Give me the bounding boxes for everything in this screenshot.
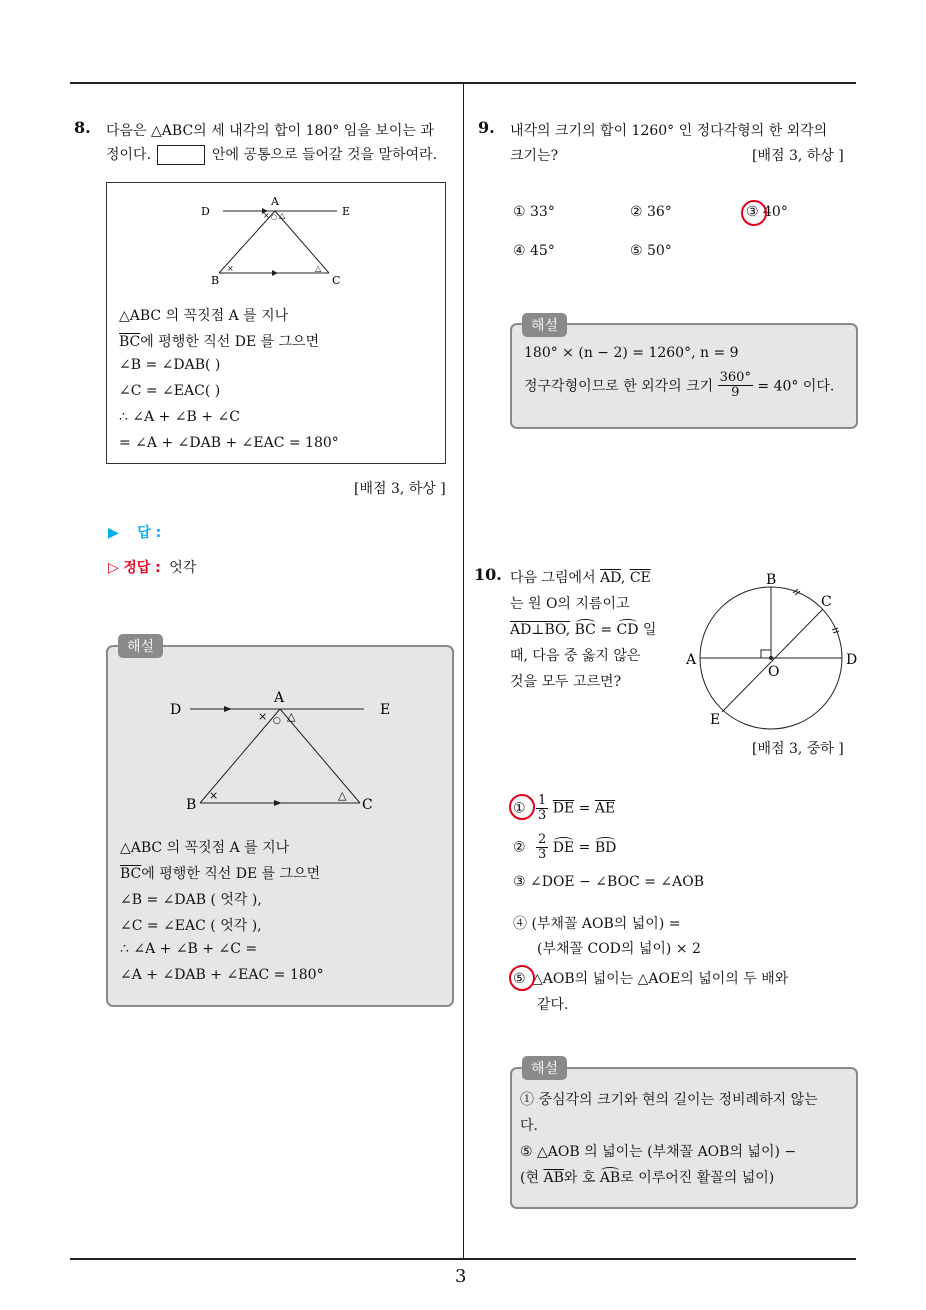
segment-ab: $\overline{AB}$ bbox=[543, 1170, 564, 1186]
question-text-part: 다음 그림에서 bbox=[510, 570, 596, 586]
label-d: D bbox=[201, 205, 210, 218]
question-text-line1: 내각의 크기의 합이 1260° 인 정다각형의 한 외각의 bbox=[510, 123, 828, 139]
svg-text:×: × bbox=[209, 789, 219, 802]
proof-line3: ∠B = ∠DAB( ) bbox=[119, 357, 221, 373]
arc-bd: BD bbox=[594, 839, 617, 856]
svg-text:×: × bbox=[258, 710, 268, 723]
label-c: C bbox=[821, 594, 832, 610]
solution-text: 와 호 bbox=[563, 1170, 596, 1186]
fraction-numerator: 2 bbox=[538, 832, 547, 847]
proof-text: 에 평행한 직선 DE 를 그으면 bbox=[140, 334, 320, 350]
correct-value: 엇각 bbox=[169, 560, 197, 576]
solution-tag: 해설 bbox=[118, 634, 163, 658]
svg-text:△: △ bbox=[287, 710, 296, 723]
question-text-part: 정이다. bbox=[106, 147, 152, 163]
option-mark: ① bbox=[513, 800, 526, 817]
fraction bbox=[718, 371, 753, 400]
label-e: E bbox=[342, 205, 351, 218]
selected-mark-icon bbox=[741, 200, 767, 226]
option-3[interactable]: ③ ∠DOE − ∠BOC = ∠AOB bbox=[513, 874, 704, 890]
proof-line6: = ∠A + ∠DAB + ∠EAC = 180° bbox=[119, 435, 339, 451]
solution-text: 정구각형이므로 한 외각의 크기 bbox=[524, 378, 714, 395]
arc-ab: AB bbox=[599, 1170, 621, 1186]
question-text-line1 bbox=[510, 567, 651, 587]
solution-tag: 해설 bbox=[522, 1056, 567, 1080]
arc-cd: CD bbox=[616, 622, 639, 638]
question-number: 8. bbox=[74, 118, 91, 137]
comma: , bbox=[620, 570, 626, 586]
label-o: O bbox=[768, 664, 780, 680]
svg-text:×: × bbox=[263, 211, 270, 220]
solution-line4 bbox=[520, 1167, 774, 1187]
svg-text:△: △ bbox=[315, 264, 322, 273]
proof-line4: ∠C = ∠EAC( ) bbox=[119, 383, 221, 399]
solution-triangle-figure bbox=[108, 685, 452, 815]
fraction bbox=[536, 833, 548, 862]
selected-mark-icon bbox=[509, 965, 535, 991]
answer-arrow-icon: ▶ bbox=[108, 525, 119, 541]
score-label: [배점 3, 중하 ] bbox=[752, 741, 844, 757]
label-a: A bbox=[274, 690, 285, 706]
svg-text:○: ○ bbox=[271, 213, 278, 221]
label-b: B bbox=[186, 797, 197, 813]
solution-text: 로 이루어진 활꼴의 넓이) bbox=[620, 1170, 775, 1186]
question-text-part: 안에 공통으로 들어갈 것을 말하여라. bbox=[211, 147, 438, 163]
fraction-numerator: 360° bbox=[719, 370, 751, 385]
option-mark: ⑤ bbox=[513, 971, 526, 987]
option-3[interactable]: ③ 40° bbox=[746, 204, 788, 220]
solution-text: 에 평행한 직선 DE 를 그으면 bbox=[141, 866, 321, 882]
option-5-line1[interactable] bbox=[513, 968, 788, 988]
solution-box bbox=[106, 645, 454, 1007]
segment-ce: $\overline{CE}$ bbox=[629, 570, 651, 586]
question-text-line4: 때, 다음 중 옳지 않은 bbox=[510, 648, 641, 664]
solution-line3: ⑤ △AOB 의 넓이는 (부채꼴 AOB의 넓이) − bbox=[520, 1144, 797, 1160]
solution-box bbox=[510, 1067, 858, 1209]
segment-ad: $\overline{AD}$ bbox=[600, 570, 621, 586]
option-mark: ② bbox=[513, 839, 526, 856]
segment-bc: $\overline{BC}$ bbox=[119, 334, 141, 350]
option-1[interactable]: ① 33° bbox=[513, 204, 555, 220]
svg-text:○: ○ bbox=[273, 716, 281, 726]
fraction-numerator: 1 bbox=[538, 793, 547, 808]
selected-mark-icon bbox=[509, 794, 535, 820]
page-number: 3 bbox=[455, 1266, 467, 1287]
svg-text:×: × bbox=[227, 264, 234, 273]
label-b: B bbox=[766, 572, 777, 588]
solution-text: (현 bbox=[520, 1170, 539, 1186]
option-4[interactable]: ④ 45° bbox=[513, 243, 555, 259]
question-text-line5: 것을 모두 고르면? bbox=[510, 674, 622, 690]
option-5-line2: 같다. bbox=[537, 997, 569, 1013]
label-e: E bbox=[710, 712, 721, 728]
solution-line1: ① 중심각의 크기와 현의 길이는 정비례하지 않는 bbox=[520, 1092, 818, 1108]
answer-label: 답 : bbox=[137, 525, 162, 541]
option-4-line2: (부채꼴 COD의 넓이) × 2 bbox=[537, 941, 701, 957]
solution-line2 bbox=[524, 371, 834, 400]
question-text-line2 bbox=[106, 144, 437, 165]
solution-line2: 다. bbox=[520, 1118, 538, 1134]
label-d: D bbox=[846, 652, 858, 668]
fraction-denominator: 9 bbox=[731, 385, 740, 400]
label-a: A bbox=[271, 195, 279, 208]
proof-line2 bbox=[119, 331, 319, 351]
arc-de: DE bbox=[552, 839, 575, 856]
label-b: B bbox=[211, 274, 220, 287]
label-d: D bbox=[170, 702, 182, 718]
solution-text: = 40° 이다. bbox=[757, 378, 835, 395]
option-4-line1[interactable]: ④ (부채꼴 AOB의 넓이) = bbox=[513, 916, 681, 932]
svg-text:△: △ bbox=[338, 789, 347, 802]
correct-answer-row bbox=[108, 557, 196, 577]
fraction bbox=[536, 794, 548, 823]
solution-tag: 해설 bbox=[522, 313, 567, 337]
triangle-figure bbox=[107, 191, 445, 291]
proof-line5: ∴ ∠A + ∠B + ∠C bbox=[119, 409, 240, 425]
equals: = bbox=[578, 839, 591, 856]
segment-bc: $\overline{BC}$ bbox=[120, 866, 142, 882]
solution-line4: ∠C = ∠EAC ( 엇각 ), bbox=[120, 918, 262, 934]
column-divider bbox=[463, 82, 464, 1260]
question-text-line3 bbox=[510, 619, 656, 639]
option-5[interactable]: ⑤ 50° bbox=[630, 243, 672, 259]
question-text-line2: 는 원 O의 지름이고 bbox=[510, 596, 630, 612]
proof-line1: △ABC 의 꼭짓점 A 를 지나 bbox=[119, 308, 289, 324]
bottom-rule bbox=[70, 1258, 856, 1260]
question-text-part: AD⊥BO, bbox=[510, 622, 571, 638]
equals: = bbox=[600, 622, 613, 638]
label-a: A bbox=[686, 652, 697, 668]
solution-line2 bbox=[120, 863, 320, 883]
solution-box bbox=[510, 323, 858, 429]
arc-bc: BC bbox=[574, 622, 596, 638]
question-number: 10. bbox=[474, 565, 502, 584]
question-text-line1: 다음은 △ABC의 세 내각의 합이 180° 임을 보이는 과 bbox=[106, 123, 434, 139]
option-text: △AOB의 넓이는 △AOE의 넓이의 두 배와 bbox=[532, 971, 789, 987]
question-number: 9. bbox=[478, 118, 495, 137]
correct-label: 정답 : bbox=[123, 560, 161, 576]
solution-line1: 180° × (n − 2) = 1260°, n = 9 bbox=[524, 345, 739, 361]
svg-text:△: △ bbox=[279, 211, 286, 220]
answer-row bbox=[108, 522, 161, 542]
label-e: E bbox=[380, 702, 391, 718]
option-2[interactable]: ② 36° bbox=[630, 204, 672, 220]
segment-de: $\overline{DE}$ bbox=[552, 800, 575, 817]
problem-box bbox=[106, 182, 446, 464]
label-c: C bbox=[332, 274, 341, 287]
solution-line6: ∠A + ∠DAB + ∠EAC = 180° bbox=[120, 967, 324, 983]
solution-line3: ∠B = ∠DAB ( 엇각 ), bbox=[120, 892, 262, 908]
solution-line5: ∴ ∠A + ∠B + ∠C = bbox=[120, 941, 258, 957]
correct-arrow-icon: ▷ bbox=[108, 560, 119, 576]
question-text-line2: 크기는? bbox=[510, 148, 559, 164]
blank-box bbox=[157, 145, 205, 165]
fraction-denominator: 3 bbox=[538, 808, 547, 823]
circle-figure bbox=[680, 566, 870, 736]
score-label: [배점 3, 하상 ] bbox=[752, 148, 844, 164]
label-c: C bbox=[362, 797, 373, 813]
segment-ae: $\overline{AE}$ bbox=[594, 800, 616, 817]
fraction-denominator: 3 bbox=[538, 847, 547, 862]
solution-line1: △ABC 의 꼭짓점 A 를 지나 bbox=[120, 840, 290, 856]
score-label: [배점 3, 하상 ] bbox=[354, 481, 446, 497]
question-text-part: 일 bbox=[642, 622, 657, 638]
option-2[interactable] bbox=[513, 833, 616, 862]
equals: = bbox=[578, 800, 591, 817]
